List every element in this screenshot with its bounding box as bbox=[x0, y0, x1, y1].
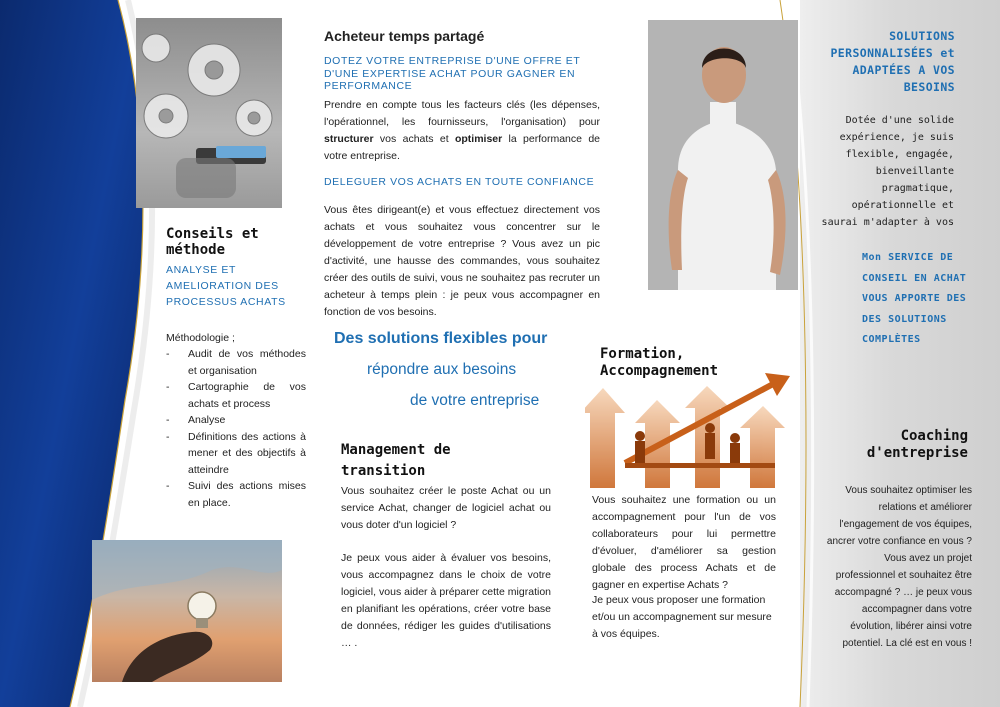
list-item: - Analyse bbox=[166, 412, 306, 429]
formation-body-1: Vous souhaitez une formation ou un accompagnement pour l'un de vos collaborateurs pour lui permettre d'évoluer, d'améliorer sa gestion globale des process Achats et de gagner en expertise Achats ? bbox=[592, 494, 776, 591]
management-title: Management de transition bbox=[341, 442, 451, 479]
slogan-line-2: répondre aux besoins bbox=[367, 361, 517, 378]
slogan-line-1: Des solutions flexibles pour bbox=[334, 330, 548, 347]
slogan-line-3: de votre entreprise bbox=[410, 392, 540, 409]
section1-heading: DOTEZ VOTRE ENTREPRISE D'UNE OFFRE ET D'UNE EXPERTISE ACHAT POUR GAGNER EN PERFORMANCE bbox=[324, 55, 581, 92]
methodology-list bbox=[166, 346, 306, 511]
service-text: Mon SERVICE DE CONSEIL EN ACHAT VOUS APPORTE DES DES SOLUTIONS COMPLÈTES bbox=[862, 252, 967, 345]
section2-heading: DELEGUER VOS ACHATS EN TOUTE CONFIANCE bbox=[324, 176, 595, 188]
gears-photo bbox=[136, 18, 282, 208]
formation-body-2: Je peux vous proposer une formation et/ou un accompagnement sur mesure à vos équipes. bbox=[592, 594, 772, 640]
list-item: - Suivi des actions mises en place. bbox=[166, 478, 306, 511]
solutions-intro: Dotée d'une solide expérience, je suis flexible, engagée, bienveillante pragmatique, opérationnelle et saurai m'adapter à vos bbox=[821, 115, 954, 228]
section1-text: Prendre en compte tous les facteurs clés (les dépenses, l'opérationnel, les fournisseurs, l'organisation) pour bbox=[324, 99, 600, 128]
list-item: - Cartographie de vos achats et process bbox=[166, 379, 306, 412]
section1-body bbox=[324, 97, 600, 165]
management-body-2: Je peux vous aider à évaluer vos besoins, vous accompagnez dans le choix de votre logiciel, vous aider à préparer cette migration en planifiant les opérations, créer votre base de données, rédiger les guides d'utilisations … . bbox=[341, 552, 551, 649]
conseils-subtitle: ANALYSE ET AMELIORATION DES PROCESSUS ACHATS bbox=[166, 264, 286, 308]
portrait-photo bbox=[648, 20, 798, 290]
management-body-1: Vous souhaitez créer le poste Achat ou un service Achat, changer de logiciel achat ou vous doter d'un logiciel ? bbox=[341, 485, 551, 531]
coaching-body: Vous souhaitez optimiser les relations et améliorer l'engagement de vos équipes, ancrer votre confiance en vous ? Vous avez un projet professionnel et souhaitez être accompagné ? … je peux vous accompagner dans votre évolution, libérer ainsi votre potentiel. La clé est en vous ! bbox=[826, 485, 972, 649]
list-item: - Audit de vos méthodes et organisation bbox=[166, 346, 306, 379]
meeting-arrows-illustration bbox=[585, 368, 805, 488]
methodology-label: Méthodologie ; bbox=[166, 332, 235, 344]
list-item: - Définitions des actions à mener et des objectifs à atteindre bbox=[166, 429, 306, 479]
section1-bold-optimiser: optimiser bbox=[454, 133, 503, 145]
conseils-title: Conseils et méthode bbox=[166, 226, 259, 258]
section1-bold-structurer: structurer bbox=[324, 133, 374, 145]
acheteur-title: Acheteur temps partagé bbox=[324, 28, 485, 44]
section1-text: la performance de votre entreprise. bbox=[324, 133, 600, 162]
lightbulb-hand-photo bbox=[92, 540, 282, 682]
formation-title: Formation, Accompagnement bbox=[600, 346, 719, 379]
solutions-title: SOLUTIONS PERSONNALISÉES et ADAPTÉES A VOS BESOINS bbox=[830, 29, 955, 94]
section1-text: vos achats et bbox=[373, 133, 455, 145]
coaching-title: Coaching d'entreprise bbox=[866, 428, 968, 461]
section2-body: Vous êtes dirigeant(e) et vous effectuez directement vos achats et vous souhaitez vous concentrer sur le développement de votre entreprise ? Vous avez un pic d'activité, une hausse des commandes, vous souhaitez créer des outils de suivi, vous ne souhaitez pas recruter un acheteur à temps plein : je peux vous accompagner en fonction de vos besoins. bbox=[324, 204, 600, 318]
